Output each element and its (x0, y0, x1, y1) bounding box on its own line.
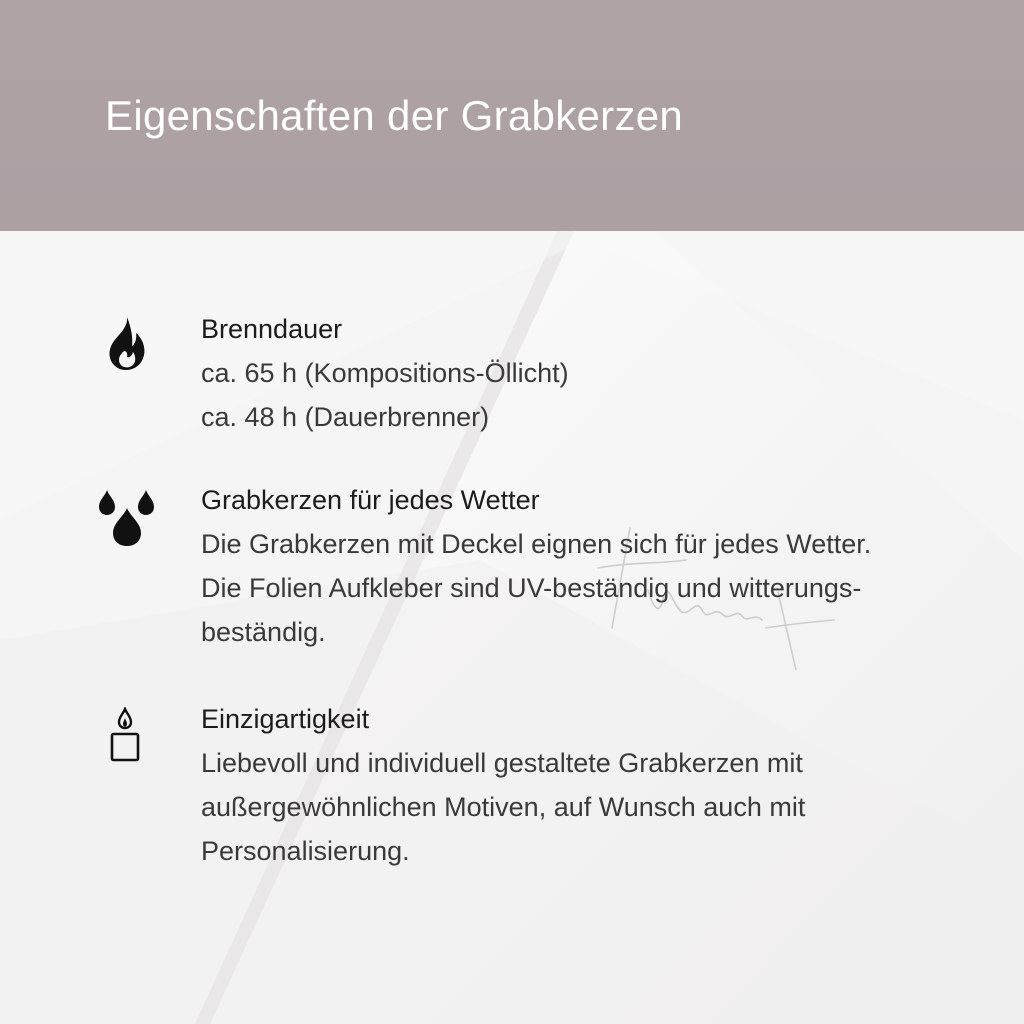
header-banner (0, 0, 1024, 231)
page-title: Eigenschaften der Grabkerzen (105, 92, 684, 139)
feature-line: beständig. (201, 617, 326, 647)
feature-title: Einzigartigkeit (201, 704, 370, 734)
candle-icon (108, 707, 142, 763)
feature-line: Personalisierung. (201, 836, 410, 866)
feature-line: Die Folien Aufkleber sind UV-beständig und witterungs- (201, 573, 862, 603)
feature-title: Grabkerzen für jedes Wetter (201, 485, 540, 515)
feature-line: Liebevoll und individuell gestaltete Grabkerzen mit (201, 748, 803, 778)
feature-title: Brenndauer (201, 314, 343, 344)
feature-line: außergewöhnlichen Motiven, auf Wunsch auch mit (201, 792, 806, 822)
feature-line: ca. 48 h (Dauerbrenner) (201, 402, 490, 432)
flame-icon (106, 315, 146, 371)
raindrops-icon (97, 488, 157, 548)
feature-line: Die Grabkerzen mit Deckel eignen sich für jedes Wetter. (201, 529, 872, 559)
feature-line: ca. 65 h (Kompositions-Öllicht) (201, 358, 569, 388)
